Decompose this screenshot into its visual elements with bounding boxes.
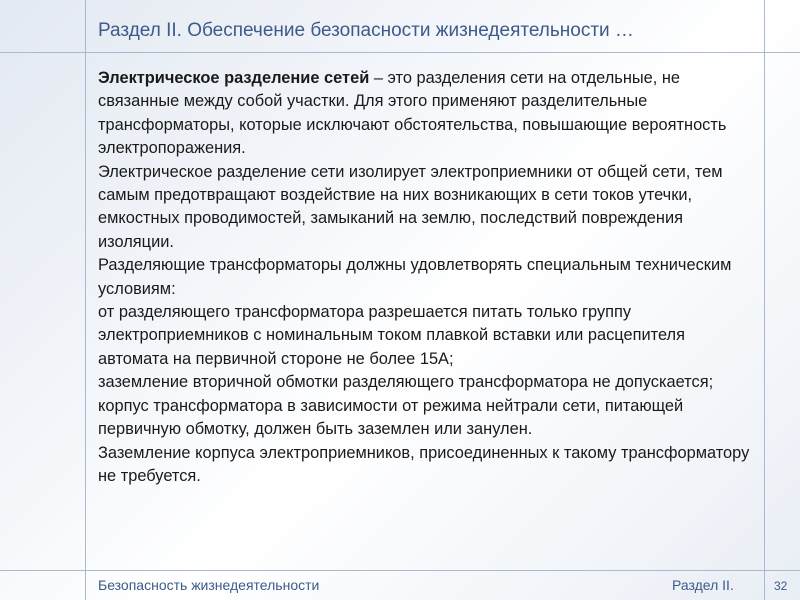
paragraph-definition xyxy=(98,67,758,161)
paragraph-requirements: Разделяющие трансформаторы должны удовлетворять специальным техническим условиям: xyxy=(98,256,732,298)
page-title: Раздел II. Обеспечение безопасности жизнедеятельности … xyxy=(98,20,634,41)
footer-section-label: Раздел II. xyxy=(672,577,734,593)
slide-content xyxy=(98,67,758,488)
page-number: 32 xyxy=(774,579,788,593)
footer-course-title: Безопасность жизнедеятельности xyxy=(98,577,320,593)
header-divider xyxy=(0,52,800,53)
definition-text: – это разделения сети на отдельные, не связанные между собой участки. Для этого применяют разделительные трансформаторы, которые исключают обстоятельства, повышающие вероятность электропоражения. xyxy=(98,69,727,158)
left-guide-line xyxy=(85,0,86,600)
requirement-item-1: от разделяющего трансформатора разрешается питать только группу электроприемников с номинальным током плавкой вставки или расцепителя автомата на первичной стороне не более 15А; xyxy=(98,303,685,368)
right-guide-line xyxy=(764,0,765,600)
term-bold: Электрическое разделение сетей xyxy=(98,69,370,87)
footer-divider xyxy=(0,570,800,571)
paragraph-grounding: Заземление корпуса электроприемников, присоединенных к такому трансформатору не требуется. xyxy=(98,443,750,485)
requirement-item-3: корпус трансформатора в зависимости от режима нейтрали сети, питающей первичную обмотку, должен быть заземлен или занулен. xyxy=(98,396,684,439)
paragraph-isolation: Электрическое разделение сети изолирует электроприемники от общей сети, тем самым предотвращают воздействие на них возникающих в сети токов утечки, емкостных проводимостей, замыканий на землю, последствий повреждения изоляции. xyxy=(98,162,723,251)
requirement-item-2: заземление вторичной обмотки разделяющего трансформатора не допускается; xyxy=(98,373,714,392)
